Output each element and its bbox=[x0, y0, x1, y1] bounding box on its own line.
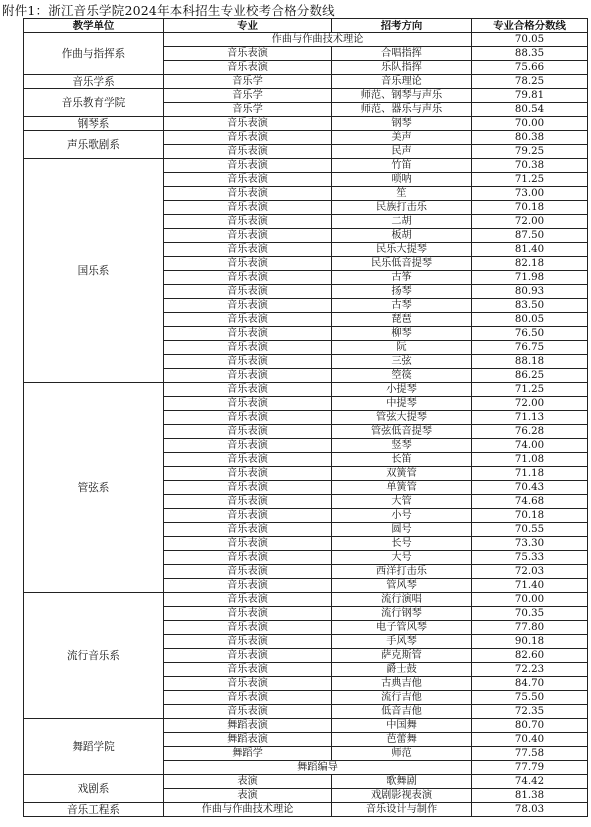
cell-major: 音乐表演 bbox=[164, 565, 332, 579]
table-row bbox=[24, 593, 588, 607]
cell-direction: 芭蕾舞 bbox=[332, 733, 472, 747]
cell-score: 82.60 bbox=[472, 649, 588, 663]
cell-direction: 古典吉他 bbox=[332, 677, 472, 691]
cell-direction: 师范 bbox=[332, 747, 472, 761]
cell-major: 音乐表演 bbox=[164, 439, 332, 453]
cell-score: 73.30 bbox=[472, 537, 588, 551]
cell-unit: 音乐教育学院 bbox=[24, 89, 164, 117]
table-body bbox=[24, 33, 588, 817]
cell-direction: 大管 bbox=[332, 495, 472, 509]
cell-score: 76.28 bbox=[472, 425, 588, 439]
score-table bbox=[23, 18, 588, 817]
cell-direction: 竖琴 bbox=[332, 439, 472, 453]
cell-score: 80.93 bbox=[472, 285, 588, 299]
cell-score: 70.40 bbox=[472, 733, 588, 747]
cell-direction: 西洋打击乐 bbox=[332, 565, 472, 579]
cell-major: 舞蹈编导 bbox=[164, 761, 472, 775]
cell-score: 72.35 bbox=[472, 705, 588, 719]
cell-direction: 长笛 bbox=[332, 453, 472, 467]
cell-direction: 柳琴 bbox=[332, 327, 472, 341]
cell-direction: 单簧管 bbox=[332, 481, 472, 495]
cell-direction: 管风琴 bbox=[332, 579, 472, 593]
cell-score: 76.75 bbox=[472, 341, 588, 355]
cell-major: 作曲与作曲技术理论 bbox=[164, 33, 472, 47]
cell-major: 舞蹈表演 bbox=[164, 733, 332, 747]
cell-major: 音乐表演 bbox=[164, 383, 332, 397]
cell-score: 70.00 bbox=[472, 593, 588, 607]
cell-direction: 古琴 bbox=[332, 299, 472, 313]
cell-major: 音乐表演 bbox=[164, 635, 332, 649]
cell-direction: 二胡 bbox=[332, 215, 472, 229]
cell-major: 音乐表演 bbox=[164, 411, 332, 425]
cell-direction: 小号 bbox=[332, 509, 472, 523]
cell-major: 音乐表演 bbox=[164, 691, 332, 705]
table-row bbox=[24, 131, 588, 145]
cell-major: 音乐表演 bbox=[164, 173, 332, 187]
cell-major: 音乐表演 bbox=[164, 397, 332, 411]
cell-score: 72.00 bbox=[472, 215, 588, 229]
cell-direction: 师范、器乐与声乐 bbox=[332, 103, 472, 117]
cell-score: 87.50 bbox=[472, 229, 588, 243]
cell-direction: 流行演唱 bbox=[332, 593, 472, 607]
cell-score: 75.33 bbox=[472, 551, 588, 565]
cell-direction: 唢呐 bbox=[332, 173, 472, 187]
cell-major: 音乐表演 bbox=[164, 229, 332, 243]
cell-score: 71.25 bbox=[472, 383, 588, 397]
cell-unit: 音乐工程系 bbox=[24, 803, 164, 817]
cell-major: 表演 bbox=[164, 789, 332, 803]
cell-major: 音乐学 bbox=[164, 75, 332, 89]
cell-unit: 钢琴系 bbox=[24, 117, 164, 131]
cell-direction: 板胡 bbox=[332, 229, 472, 243]
cell-major: 音乐表演 bbox=[164, 523, 332, 537]
cell-score: 88.35 bbox=[472, 47, 588, 61]
cell-major: 音乐表演 bbox=[164, 593, 332, 607]
table-row bbox=[24, 383, 588, 397]
cell-unit: 管弦系 bbox=[24, 383, 164, 593]
cell-direction: 管弦低音提琴 bbox=[332, 425, 472, 439]
cell-score: 79.81 bbox=[472, 89, 588, 103]
cell-major: 音乐表演 bbox=[164, 607, 332, 621]
cell-major: 音乐表演 bbox=[164, 285, 332, 299]
cell-direction: 中国舞 bbox=[332, 719, 472, 733]
cell-major: 音乐学 bbox=[164, 103, 332, 117]
cell-score: 70.55 bbox=[472, 523, 588, 537]
cell-score: 71.13 bbox=[472, 411, 588, 425]
cell-major: 音乐表演 bbox=[164, 663, 332, 677]
cell-direction: 民乐大提琴 bbox=[332, 243, 472, 257]
cell-direction: 民声 bbox=[332, 145, 472, 159]
cell-score: 71.08 bbox=[472, 453, 588, 467]
table-row bbox=[24, 75, 588, 89]
cell-direction: 圆号 bbox=[332, 523, 472, 537]
cell-score: 79.25 bbox=[472, 145, 588, 159]
cell-score: 77.79 bbox=[472, 761, 588, 775]
cell-direction: 音乐设计与制作 bbox=[332, 803, 472, 817]
cell-major: 音乐表演 bbox=[164, 313, 332, 327]
cell-direction: 民乐低音提琴 bbox=[332, 257, 472, 271]
cell-score: 78.25 bbox=[472, 75, 588, 89]
cell-score: 76.50 bbox=[472, 327, 588, 341]
cell-unit: 声乐歌剧系 bbox=[24, 131, 164, 159]
cell-direction: 钢琴 bbox=[332, 117, 472, 131]
cell-direction: 小提琴 bbox=[332, 383, 472, 397]
cell-major: 音乐表演 bbox=[164, 355, 332, 369]
document-title: 附件1：浙江音乐学院2024年本科招生专业校考合格分数线 bbox=[2, 3, 335, 18]
cell-major: 音乐表演 bbox=[164, 243, 332, 257]
cell-major: 音乐表演 bbox=[164, 495, 332, 509]
cell-direction: 民族打击乐 bbox=[332, 201, 472, 215]
cell-major: 音乐表演 bbox=[164, 551, 332, 565]
cell-direction: 流行钢琴 bbox=[332, 607, 472, 621]
cell-major: 音乐表演 bbox=[164, 341, 332, 355]
cell-unit: 作曲与指挥系 bbox=[24, 33, 164, 75]
cell-major: 表演 bbox=[164, 775, 332, 789]
cell-unit: 国乐系 bbox=[24, 159, 164, 383]
cell-score: 75.50 bbox=[472, 691, 588, 705]
cell-score: 74.00 bbox=[472, 439, 588, 453]
cell-direction: 流行吉他 bbox=[332, 691, 472, 705]
cell-major: 音乐表演 bbox=[164, 481, 332, 495]
cell-score: 77.80 bbox=[472, 621, 588, 635]
cell-major: 舞蹈学 bbox=[164, 747, 332, 761]
cell-direction: 中提琴 bbox=[332, 397, 472, 411]
cell-direction: 琵琶 bbox=[332, 313, 472, 327]
cell-score: 90.18 bbox=[472, 635, 588, 649]
cell-major: 音乐表演 bbox=[164, 159, 332, 173]
cell-unit: 音乐学系 bbox=[24, 75, 164, 89]
cell-score: 82.18 bbox=[472, 257, 588, 271]
cell-score: 71.40 bbox=[472, 579, 588, 593]
cell-score: 86.25 bbox=[472, 369, 588, 383]
cell-direction: 笙 bbox=[332, 187, 472, 201]
cell-major: 音乐表演 bbox=[164, 187, 332, 201]
cell-major: 音乐表演 bbox=[164, 117, 332, 131]
cell-major: 音乐表演 bbox=[164, 509, 332, 523]
cell-direction: 音乐理论 bbox=[332, 75, 472, 89]
cell-major: 舞蹈表演 bbox=[164, 719, 332, 733]
cell-major: 音乐表演 bbox=[164, 579, 332, 593]
cell-major: 音乐学 bbox=[164, 89, 332, 103]
cell-score: 70.35 bbox=[472, 607, 588, 621]
cell-score: 71.18 bbox=[472, 467, 588, 481]
cell-score: 80.38 bbox=[472, 131, 588, 145]
header-score: 专业合格分数线 bbox=[472, 19, 588, 33]
table-row bbox=[24, 803, 588, 817]
cell-direction: 箜篌 bbox=[332, 369, 472, 383]
table-row bbox=[24, 89, 588, 103]
cell-direction: 戏剧影视表演 bbox=[332, 789, 472, 803]
cell-direction: 古筝 bbox=[332, 271, 472, 285]
table-row bbox=[24, 719, 588, 733]
cell-score: 74.68 bbox=[472, 495, 588, 509]
cell-score: 70.00 bbox=[472, 117, 588, 131]
cell-score: 72.00 bbox=[472, 397, 588, 411]
cell-score: 75.66 bbox=[472, 61, 588, 75]
cell-score: 74.42 bbox=[472, 775, 588, 789]
cell-major: 音乐表演 bbox=[164, 271, 332, 285]
cell-major: 音乐表演 bbox=[164, 47, 332, 61]
cell-major: 音乐表演 bbox=[164, 131, 332, 145]
cell-score: 71.25 bbox=[472, 173, 588, 187]
cell-score: 70.38 bbox=[472, 159, 588, 173]
cell-direction: 双簧管 bbox=[332, 467, 472, 481]
cell-major: 音乐表演 bbox=[164, 677, 332, 691]
cell-direction: 合唱指挥 bbox=[332, 47, 472, 61]
cell-direction: 电子管风琴 bbox=[332, 621, 472, 635]
cell-direction: 大号 bbox=[332, 551, 472, 565]
table-header-row bbox=[24, 19, 588, 33]
cell-direction: 爵士鼓 bbox=[332, 663, 472, 677]
cell-major: 音乐表演 bbox=[164, 327, 332, 341]
cell-score: 78.03 bbox=[472, 803, 588, 817]
cell-direction: 美声 bbox=[332, 131, 472, 145]
cell-direction: 萨克斯管 bbox=[332, 649, 472, 663]
cell-score: 80.54 bbox=[472, 103, 588, 117]
cell-score: 70.43 bbox=[472, 481, 588, 495]
cell-score: 77.58 bbox=[472, 747, 588, 761]
cell-major: 音乐表演 bbox=[164, 145, 332, 159]
cell-major: 音乐表演 bbox=[164, 649, 332, 663]
header-unit: 教学单位 bbox=[24, 19, 164, 33]
cell-unit: 戏剧系 bbox=[24, 775, 164, 803]
cell-direction: 乐队指挥 bbox=[332, 61, 472, 75]
cell-score: 80.05 bbox=[472, 313, 588, 327]
cell-major: 音乐表演 bbox=[164, 299, 332, 313]
header-major: 专业 bbox=[164, 19, 332, 33]
cell-score: 88.18 bbox=[472, 355, 588, 369]
cell-major: 音乐表演 bbox=[164, 215, 332, 229]
cell-major: 音乐表演 bbox=[164, 257, 332, 271]
cell-score: 73.00 bbox=[472, 187, 588, 201]
cell-score: 81.40 bbox=[472, 243, 588, 257]
cell-direction: 低音吉他 bbox=[332, 705, 472, 719]
cell-direction: 长号 bbox=[332, 537, 472, 551]
cell-score: 72.03 bbox=[472, 565, 588, 579]
cell-score: 71.98 bbox=[472, 271, 588, 285]
cell-direction: 阮 bbox=[332, 341, 472, 355]
cell-score: 81.38 bbox=[472, 789, 588, 803]
cell-major: 作曲与作曲技术理论 bbox=[164, 803, 332, 817]
cell-major: 音乐表演 bbox=[164, 369, 332, 383]
cell-score: 80.70 bbox=[472, 719, 588, 733]
cell-unit: 舞蹈学院 bbox=[24, 719, 164, 775]
cell-score: 70.18 bbox=[472, 201, 588, 215]
cell-score: 83.50 bbox=[472, 299, 588, 313]
cell-direction: 三弦 bbox=[332, 355, 472, 369]
cell-score: 70.18 bbox=[472, 509, 588, 523]
cell-direction: 竹笛 bbox=[332, 159, 472, 173]
header-direction: 招考方向 bbox=[332, 19, 472, 33]
cell-major: 音乐表演 bbox=[164, 621, 332, 635]
cell-direction: 手风琴 bbox=[332, 635, 472, 649]
cell-major: 音乐表演 bbox=[164, 467, 332, 481]
table-row bbox=[24, 33, 588, 47]
table-row bbox=[24, 117, 588, 131]
cell-score: 72.23 bbox=[472, 663, 588, 677]
cell-score: 84.70 bbox=[472, 677, 588, 691]
cell-direction: 管弦大提琴 bbox=[332, 411, 472, 425]
table-row bbox=[24, 775, 588, 789]
cell-direction: 师范、钢琴与声乐 bbox=[332, 89, 472, 103]
cell-major: 音乐表演 bbox=[164, 425, 332, 439]
cell-score: 70.05 bbox=[472, 33, 588, 47]
cell-direction: 扬琴 bbox=[332, 285, 472, 299]
cell-major: 音乐表演 bbox=[164, 453, 332, 467]
cell-major: 音乐表演 bbox=[164, 61, 332, 75]
cell-major: 音乐表演 bbox=[164, 705, 332, 719]
cell-major: 音乐表演 bbox=[164, 201, 332, 215]
table-row bbox=[24, 159, 588, 173]
cell-major: 音乐表演 bbox=[164, 537, 332, 551]
cell-direction: 歌舞剧 bbox=[332, 775, 472, 789]
cell-unit: 流行音乐系 bbox=[24, 593, 164, 719]
